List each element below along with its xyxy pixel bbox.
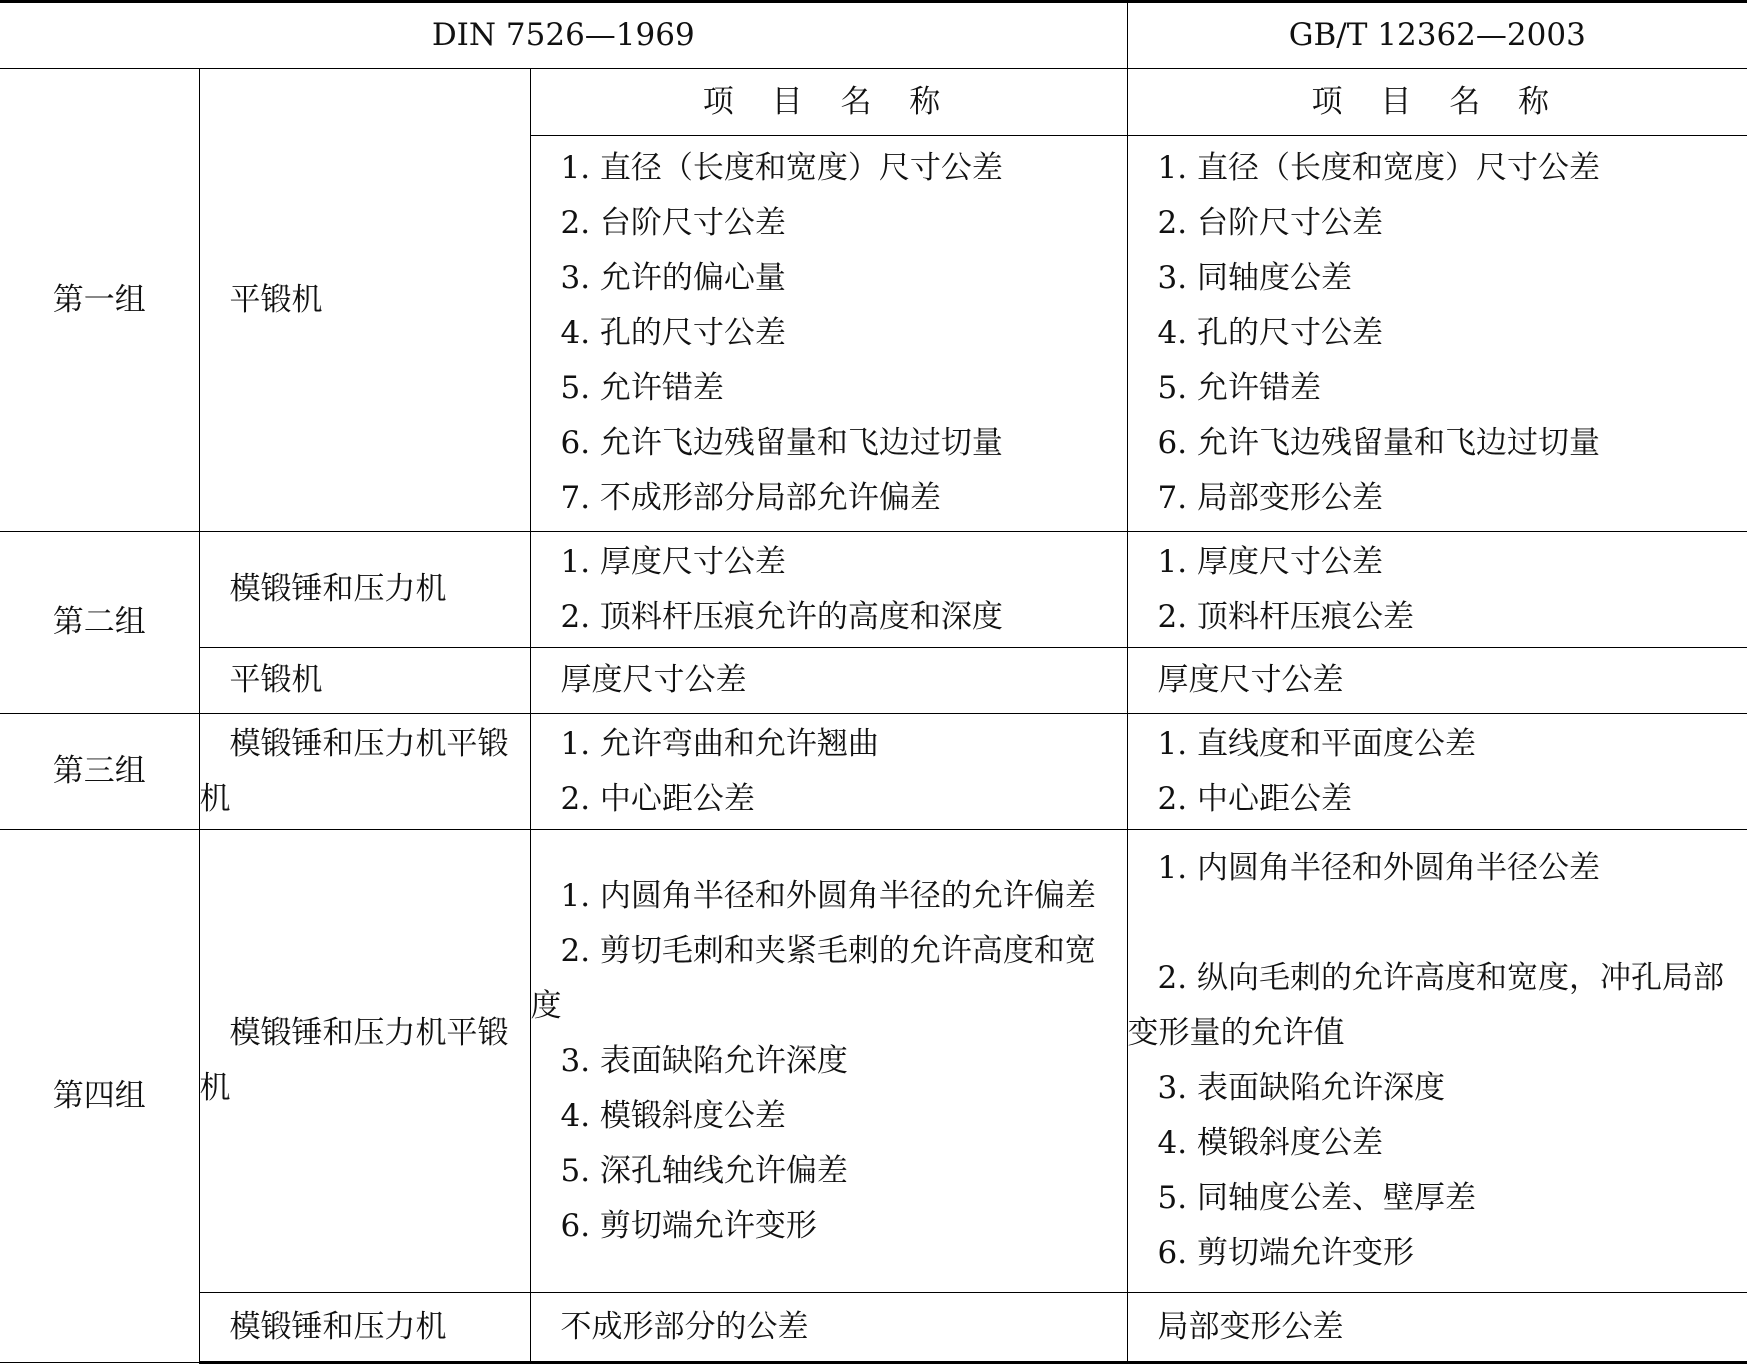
machine-cell <box>199 532 530 648</box>
standards-header-row <box>0 2 1747 69</box>
list-item: 厚度尺寸公差 <box>560 662 747 698</box>
machine-label: 平锻机 <box>229 662 323 698</box>
din-item-name-header <box>530 69 1127 136</box>
group-label: 第二组 <box>0 532 199 714</box>
list-item: 局部变形公差 <box>1157 1308 1344 1345</box>
machine-cell <box>199 830 530 1293</box>
gb-item-name-header-text: 项 目 名 称 <box>1311 83 1564 120</box>
list-item: 5. 允许错差 <box>1157 370 1321 406</box>
list-item: 厚度尺寸公差 <box>1157 662 1344 698</box>
machine-cell <box>199 648 530 714</box>
din-items-cell <box>530 648 1127 714</box>
list-item: 7. 局部变形公差 <box>1157 480 1383 516</box>
list-item: 2. 纵向毛刺的允许高度和宽度，冲孔局部变形量的允许值 <box>1127 960 1724 1051</box>
list-item: 6. 剪切端允许变形 <box>560 1207 817 1244</box>
list-item: 7. 不成形部分局部允许偏差 <box>560 480 941 516</box>
list-item: 2. 中心距公差 <box>1157 780 1352 817</box>
gb-items-cell <box>1127 532 1747 648</box>
list-item: 1. 厚度尺寸公差 <box>1157 543 1383 580</box>
gb-item-name-header <box>1127 69 1747 136</box>
din-items-cell <box>530 714 1127 830</box>
machine-label: 模锻锤和压力机 <box>229 1308 447 1345</box>
gb-items-cell <box>1127 136 1747 532</box>
list-item: 2. 剪切毛刺和夹紧毛刺的允许高度和宽度 <box>530 932 1096 1024</box>
machine-label: 模锻锤和压力机平锻机 <box>199 1015 509 1106</box>
list-item: 1. 直径（长度和宽度）尺寸公差 <box>1157 150 1600 186</box>
list-item: 6. 允许飞边残留量和飞边过切量 <box>560 425 1003 461</box>
list-item: 4. 模锻斜度公差 <box>1157 1125 1383 1161</box>
machine-cell <box>199 1293 530 1363</box>
list-item: 4. 孔的尺寸公差 <box>560 315 786 351</box>
list-item: 2. 台阶尺寸公差 <box>1157 205 1383 241</box>
gb-standard-header: GB/T 12362—2003 <box>1127 2 1747 69</box>
table-row <box>0 648 1747 714</box>
table-row <box>0 714 1747 830</box>
table-row <box>0 532 1747 648</box>
list-item: 5. 同轴度公差、壁厚差 <box>1157 1180 1476 1216</box>
list-item: 3. 表面缺陷允许深度 <box>560 1042 848 1079</box>
list-item: 2. 中心距公差 <box>560 780 755 817</box>
list-item: 1. 允许弯曲和允许翘曲 <box>560 725 879 762</box>
list-item: 3. 表面缺陷允许深度 <box>1157 1070 1445 1106</box>
machine-label: 模锻锤和压力机 <box>229 571 447 607</box>
machine-label: 模锻锤和压力机平锻机 <box>199 725 509 817</box>
list-item: 3. 同轴度公差 <box>1157 260 1352 296</box>
din-items-cell <box>530 830 1127 1293</box>
column-header-row <box>0 69 1747 136</box>
din-standard-header: DIN 7526—1969 <box>0 2 1127 69</box>
list-item: 6. 允许飞边残留量和飞边过切量 <box>1157 425 1600 461</box>
group-label: 第四组 <box>0 830 199 1363</box>
gb-items-cell <box>1127 830 1747 1293</box>
gb-items-cell <box>1127 1293 1747 1363</box>
machine-cell <box>199 714 530 830</box>
din-items-cell <box>530 136 1127 532</box>
table-row <box>0 830 1747 1293</box>
group-label: 第三组 <box>0 714 199 830</box>
list-item: 4. 孔的尺寸公差 <box>1157 315 1383 351</box>
gb-items-cell <box>1127 648 1747 714</box>
list-item: 2. 台阶尺寸公差 <box>560 205 786 241</box>
list-item: 6. 剪切端允许变形 <box>1157 1235 1414 1271</box>
din-items-cell <box>530 532 1127 648</box>
din-items-cell <box>530 1293 1127 1363</box>
list-item: 3. 允许的偏心量 <box>560 260 786 296</box>
list-item: 1. 厚度尺寸公差 <box>560 543 786 580</box>
table-row <box>0 1293 1747 1363</box>
list-item: 5. 允许错差 <box>560 370 724 406</box>
machine-cell <box>199 69 530 532</box>
group-label: 第一组 <box>0 69 199 532</box>
list-item: 2. 顶料杆压痕公差 <box>1157 598 1414 635</box>
list-item: 1. 内圆角半径和外圆角半径公差 <box>1157 850 1600 886</box>
list-item: 2. 顶料杆压痕允许的高度和深度 <box>560 598 1003 635</box>
list-item: 4. 模锻斜度公差 <box>560 1097 786 1134</box>
din-item-name-header-text: 项 目 名 称 <box>702 83 955 120</box>
list-item: 不成形部分的公差 <box>560 1308 809 1345</box>
list-item: 1. 直线度和平面度公差 <box>1157 725 1476 762</box>
list-item: 1. 内圆角半径和外圆角半径的允许偏差 <box>560 877 1096 914</box>
list-item: 5. 深孔轴线允许偏差 <box>560 1152 848 1189</box>
list-item: 1. 直径（长度和宽度）尺寸公差 <box>560 150 1003 186</box>
machine-label: 平锻机 <box>229 281 323 318</box>
spacer <box>1128 896 1747 951</box>
gb-items-cell <box>1127 714 1747 830</box>
